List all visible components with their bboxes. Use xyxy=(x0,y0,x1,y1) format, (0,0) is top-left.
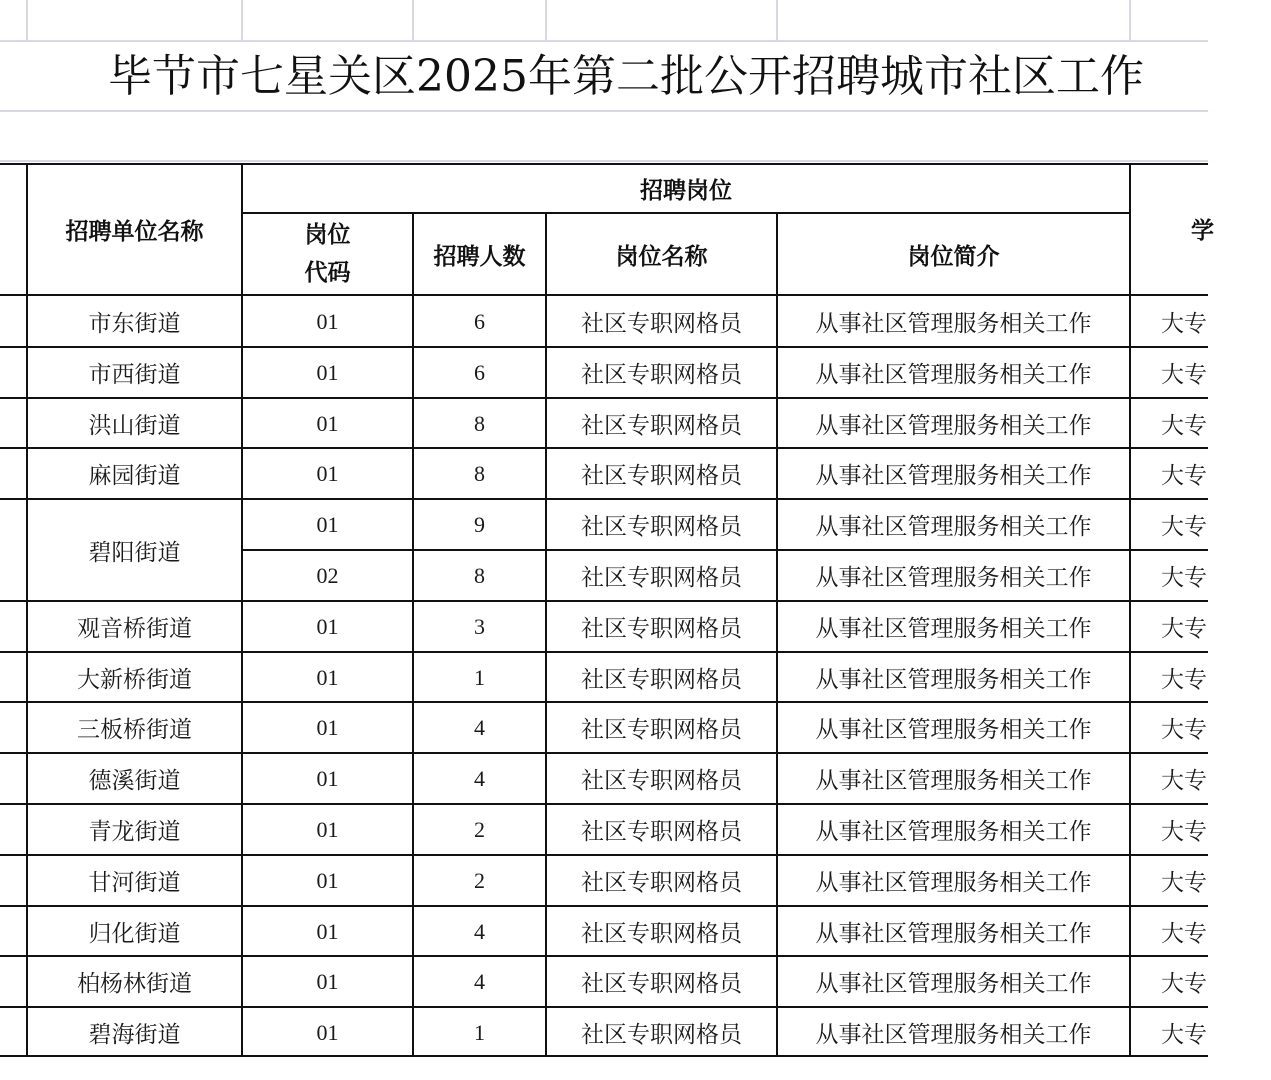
cell-desc: 从事社区管理服务相关工作 xyxy=(815,921,1092,947)
cell-name: 社区专职网格员 xyxy=(581,921,742,947)
cell-name: 社区专职网格员 xyxy=(581,717,742,743)
cell-desc: 从事社区管理服务相关工作 xyxy=(815,1022,1092,1048)
cell-edu: 大专 xyxy=(1161,514,1207,540)
cell-desc: 从事社区管理服务相关工作 xyxy=(815,971,1092,997)
cell-count: 4 xyxy=(474,918,485,944)
cell-name: 社区专职网格员 xyxy=(581,616,742,642)
cell-unit: 归化街道 xyxy=(88,921,181,947)
page-title: 毕节市七星关区2025年第二批公开招聘城市社区工作 xyxy=(108,51,1144,102)
cell-name: 社区专职网格员 xyxy=(581,311,742,337)
cell-code: 01 xyxy=(316,410,339,436)
header-post-group: 招聘岗位 xyxy=(640,178,732,204)
cell-code: 02 xyxy=(316,562,339,588)
cell-edu: 大专 xyxy=(1161,768,1207,794)
cell-desc: 从事社区管理服务相关工作 xyxy=(815,819,1092,845)
gridline xyxy=(545,0,547,40)
cell-name: 社区专职网格员 xyxy=(581,362,742,388)
cell-count: 3 xyxy=(474,613,485,639)
cell-edu: 大专 xyxy=(1161,565,1207,591)
cell-desc: 从事社区管理服务相关工作 xyxy=(815,362,1092,388)
gridline xyxy=(0,110,1208,112)
cell-edu: 大专 xyxy=(1161,870,1207,896)
cell-edu: 大专 xyxy=(1161,311,1207,337)
cell-desc: 从事社区管理服务相关工作 xyxy=(815,311,1092,337)
cell-desc: 从事社区管理服务相关工作 xyxy=(815,667,1092,693)
cell-unit: 德溪街道 xyxy=(88,768,181,794)
cell-edu: 大专 xyxy=(1161,1022,1207,1048)
cell-unit: 碧海街道 xyxy=(88,1022,181,1048)
cell-code: 01 xyxy=(316,460,339,486)
cell-name: 社区专职网格员 xyxy=(581,514,742,540)
cell-unit: 观音桥街道 xyxy=(77,616,192,642)
cell-desc: 从事社区管理服务相关工作 xyxy=(815,768,1092,794)
cell-unit: 甘河街道 xyxy=(88,870,181,896)
cell-edu: 大专 xyxy=(1161,616,1207,642)
cell-edu: 大专 xyxy=(1161,413,1207,439)
cell-edu: 大专 xyxy=(1161,971,1207,997)
cell-edu: 大专 xyxy=(1161,667,1207,693)
cell-count: 8 xyxy=(474,460,485,486)
cell-code: 01 xyxy=(316,714,339,740)
cell-count: 4 xyxy=(474,714,485,740)
cell-count: 8 xyxy=(474,410,485,436)
cell-unit: 洪山街道 xyxy=(88,413,181,439)
cell-edu: 大专 xyxy=(1161,463,1207,489)
gridline xyxy=(1129,0,1131,40)
cell-edu: 大专 xyxy=(1161,921,1207,947)
header-education: 学 xyxy=(1191,218,1214,244)
cell-name: 社区专职网格员 xyxy=(581,413,742,439)
cell-unit: 市西街道 xyxy=(88,362,181,388)
cell-desc: 从事社区管理服务相关工作 xyxy=(815,565,1092,591)
cell-unit: 柏杨林街道 xyxy=(77,971,192,997)
cell-desc: 从事社区管理服务相关工作 xyxy=(815,514,1092,540)
cell-desc: 从事社区管理服务相关工作 xyxy=(815,413,1092,439)
cell-code: 01 xyxy=(316,359,339,385)
header-post-name: 岗位名称 xyxy=(615,243,708,270)
gridline xyxy=(776,0,778,40)
cell-name: 社区专职网格员 xyxy=(581,667,742,693)
cell-count: 4 xyxy=(474,765,485,791)
cell-count: 6 xyxy=(474,359,485,385)
cell-count: 1 xyxy=(474,1019,485,1045)
cell-name: 社区专职网格员 xyxy=(581,768,742,794)
cell-edu: 大专 xyxy=(1161,362,1207,388)
cell-edu: 大专 xyxy=(1161,717,1207,743)
gridline xyxy=(241,0,243,40)
cell-desc: 从事社区管理服务相关工作 xyxy=(815,870,1092,896)
cell-desc: 从事社区管理服务相关工作 xyxy=(815,616,1092,642)
cell-count: 2 xyxy=(474,816,485,842)
cell-unit: 碧阳街道 xyxy=(88,539,181,566)
cell-code: 01 xyxy=(316,816,339,842)
cell-name: 社区专职网格员 xyxy=(581,565,742,591)
cell-code: 01 xyxy=(316,968,339,994)
cell-name: 社区专职网格员 xyxy=(581,819,742,845)
cell-code: 01 xyxy=(316,613,339,639)
gridline xyxy=(412,0,414,40)
cell-name: 社区专职网格员 xyxy=(581,870,742,896)
header-post-desc: 岗位简介 xyxy=(907,243,1000,270)
cell-name: 社区专职网格员 xyxy=(581,463,742,489)
header-post-code: 岗位 代码 xyxy=(304,222,351,286)
cell-code: 01 xyxy=(316,308,339,334)
cell-code: 01 xyxy=(316,511,339,537)
cell-unit: 市东街道 xyxy=(88,311,181,337)
cell-name: 社区专职网格员 xyxy=(581,1022,742,1048)
cell-unit: 三板桥街道 xyxy=(77,717,192,743)
cell-count: 1 xyxy=(474,664,485,690)
cell-name: 社区专职网格员 xyxy=(581,971,742,997)
cell-unit: 麻园街道 xyxy=(88,463,181,489)
gridline xyxy=(26,0,28,40)
cell-code: 01 xyxy=(316,1019,339,1045)
cell-desc: 从事社区管理服务相关工作 xyxy=(815,717,1092,743)
cell-unit: 大新桥街道 xyxy=(77,667,192,693)
cell-count: 8 xyxy=(474,562,485,588)
cell-count: 6 xyxy=(474,308,485,334)
cell-code: 01 xyxy=(316,765,339,791)
cell-edu: 大专 xyxy=(1161,819,1207,845)
cell-count: 2 xyxy=(474,867,485,893)
gridline xyxy=(0,160,1208,162)
cell-unit: 青龙街道 xyxy=(88,819,181,845)
header-headcount: 招聘人数 xyxy=(433,243,526,270)
gridline xyxy=(0,40,1208,42)
header-unit-name: 招聘单位名称 xyxy=(65,219,204,245)
cell-code: 01 xyxy=(316,918,339,944)
cell-code: 01 xyxy=(316,664,339,690)
cell-count: 9 xyxy=(474,511,485,537)
cell-count: 4 xyxy=(474,968,485,994)
cell-code: 01 xyxy=(316,867,339,893)
cell-desc: 从事社区管理服务相关工作 xyxy=(815,463,1092,489)
